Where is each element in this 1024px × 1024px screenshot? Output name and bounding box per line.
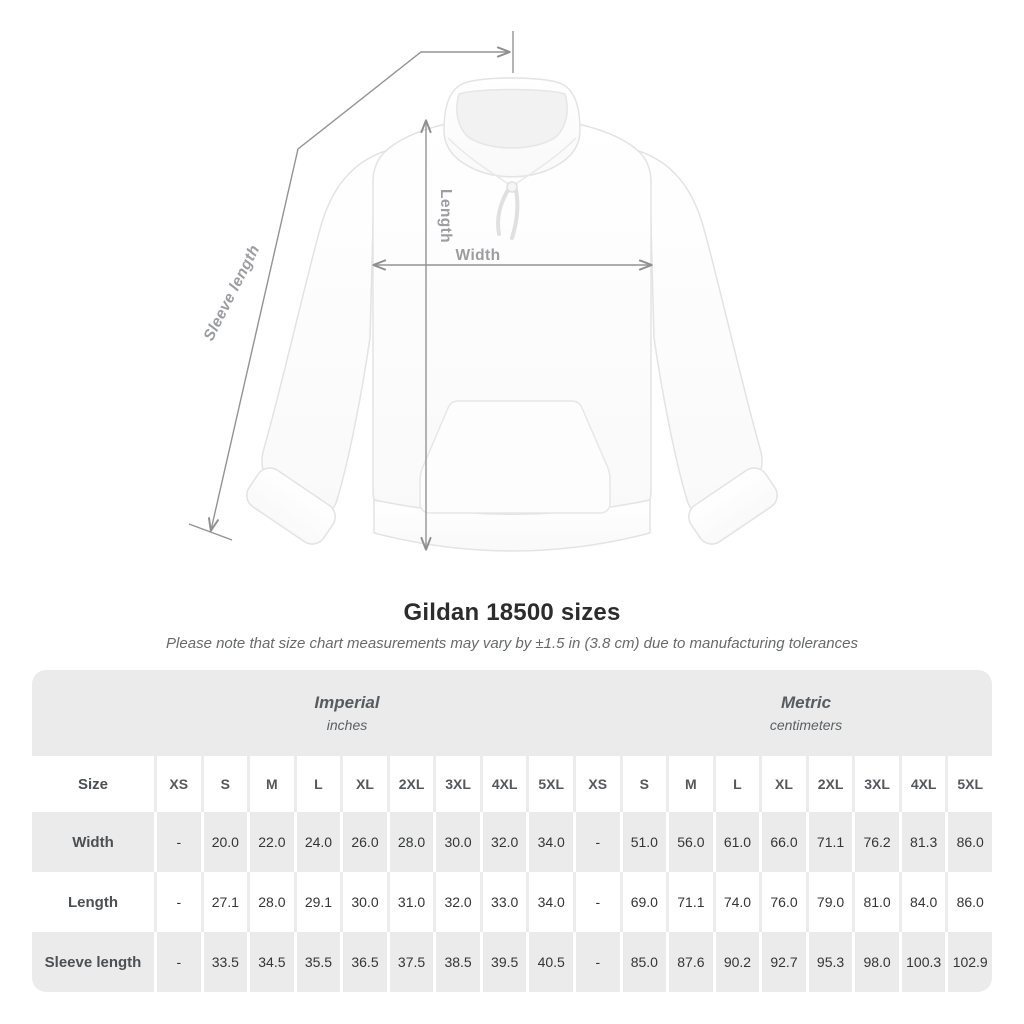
value-cell: 30.0 (340, 872, 387, 932)
value-cell: 26.0 (340, 812, 387, 872)
row-label-length: Length (32, 872, 154, 932)
value-cell: 66.0 (759, 812, 806, 872)
imperial-group-header (314, 693, 379, 733)
value-cell: 22.0 (247, 812, 294, 872)
value-cell: 37.5 (387, 932, 434, 992)
value-cell: 31.0 (387, 872, 434, 932)
size-header-cell: S (620, 756, 667, 812)
size-header-cell: S (201, 756, 248, 812)
value-cell: 39.5 (480, 932, 527, 992)
value-cell: 79.0 (806, 872, 853, 932)
size-header-cell: L (713, 756, 760, 812)
value-cell: 95.3 (806, 932, 853, 992)
row-label-width: Width (32, 812, 154, 872)
value-cell: - (154, 932, 201, 992)
size-header-cell: 3XL (852, 756, 899, 812)
value-cell: 33.5 (201, 932, 248, 992)
width-label: Width (455, 247, 501, 264)
sleeve-length-label: Sleeve length (200, 242, 264, 344)
value-cell: 28.0 (387, 812, 434, 872)
size-header-cell: L (294, 756, 341, 812)
hoodie-hood-lining (457, 90, 567, 149)
value-cell: 28.0 (247, 872, 294, 932)
value-cell: 76.2 (852, 812, 899, 872)
metric-label: Metric (780, 693, 832, 712)
hoodie-illustration (241, 78, 782, 551)
size-header-cell: XL (340, 756, 387, 812)
tolerance-note: Please note that size chart measurements may vary by ±1.5 in (3.8 cm) due to manufacturing tolerances (166, 635, 858, 652)
value-cell: 100.3 (899, 932, 946, 992)
row-label-sleeve-length: Sleeve length (32, 932, 154, 992)
value-cell: 38.5 (433, 932, 480, 992)
value-cell: 36.5 (340, 932, 387, 992)
value-cell: 29.1 (294, 872, 341, 932)
size-header-cell: XL (759, 756, 806, 812)
value-cell: 74.0 (713, 872, 760, 932)
value-cell: 102.9 (945, 932, 992, 992)
value-cell: 32.0 (480, 812, 527, 872)
imperial-label: Imperial (314, 693, 380, 712)
unit-header-band (32, 670, 992, 756)
value-cell: 85.0 (620, 932, 667, 992)
value-cell: - (573, 872, 620, 932)
value-cell: 34.0 (526, 812, 573, 872)
value-cell: 56.0 (666, 812, 713, 872)
value-cell: 32.0 (433, 872, 480, 932)
value-cell: 98.0 (852, 932, 899, 992)
value-cell: 71.1 (666, 872, 713, 932)
size-header-cell: 3XL (433, 756, 480, 812)
value-cell: 86.0 (945, 812, 992, 872)
value-cell: - (154, 872, 201, 932)
value-cell: 24.0 (294, 812, 341, 872)
size-header-cell: 4XL (480, 756, 527, 812)
imperial-unit: inches (326, 717, 368, 733)
size-chart-table (32, 670, 992, 992)
value-cell: 20.0 (201, 812, 248, 872)
size-header-cell: M (247, 756, 294, 812)
hoodie-pocket (420, 401, 610, 513)
value-cell: 51.0 (620, 812, 667, 872)
value-cell: 34.0 (526, 872, 573, 932)
size-header-cell: 2XL (806, 756, 853, 812)
size-header-cell: 5XL (945, 756, 992, 812)
size-col-header: Size (32, 756, 154, 812)
cuff-tick (189, 524, 232, 540)
value-cell: 81.3 (899, 812, 946, 872)
length-label: Length (437, 188, 454, 244)
value-cell: 87.6 (666, 932, 713, 992)
value-cell: 71.1 (806, 812, 853, 872)
metric-group-header (770, 693, 842, 733)
hoodie-drawstring-knot (507, 182, 517, 192)
value-cell: - (154, 812, 201, 872)
value-cell: 76.0 (759, 872, 806, 932)
size-header-cell: 2XL (387, 756, 434, 812)
size-header-cell: 5XL (526, 756, 573, 812)
value-cell: - (573, 812, 620, 872)
value-cell: 92.7 (759, 932, 806, 992)
value-cell: 81.0 (852, 872, 899, 932)
value-cell: 40.5 (526, 932, 573, 992)
size-header-cell: XS (573, 756, 620, 812)
value-cell: 34.5 (247, 932, 294, 992)
value-cell: 84.0 (899, 872, 946, 932)
value-cell: 86.0 (945, 872, 992, 932)
value-cell: 30.0 (433, 812, 480, 872)
metric-unit: centimeters (769, 717, 843, 733)
value-cell: 33.0 (480, 872, 527, 932)
value-cell: 90.2 (713, 932, 760, 992)
value-cell: 69.0 (620, 872, 667, 932)
size-header-cell: 4XL (899, 756, 946, 812)
value-cell: 35.5 (294, 932, 341, 992)
value-cell: 27.1 (201, 872, 248, 932)
size-header-cell: M (666, 756, 713, 812)
value-cell: 61.0 (713, 812, 760, 872)
size-header-cell: XS (154, 756, 201, 812)
page-title: Gildan 18500 sizes (403, 599, 621, 626)
value-cell: - (573, 932, 620, 992)
